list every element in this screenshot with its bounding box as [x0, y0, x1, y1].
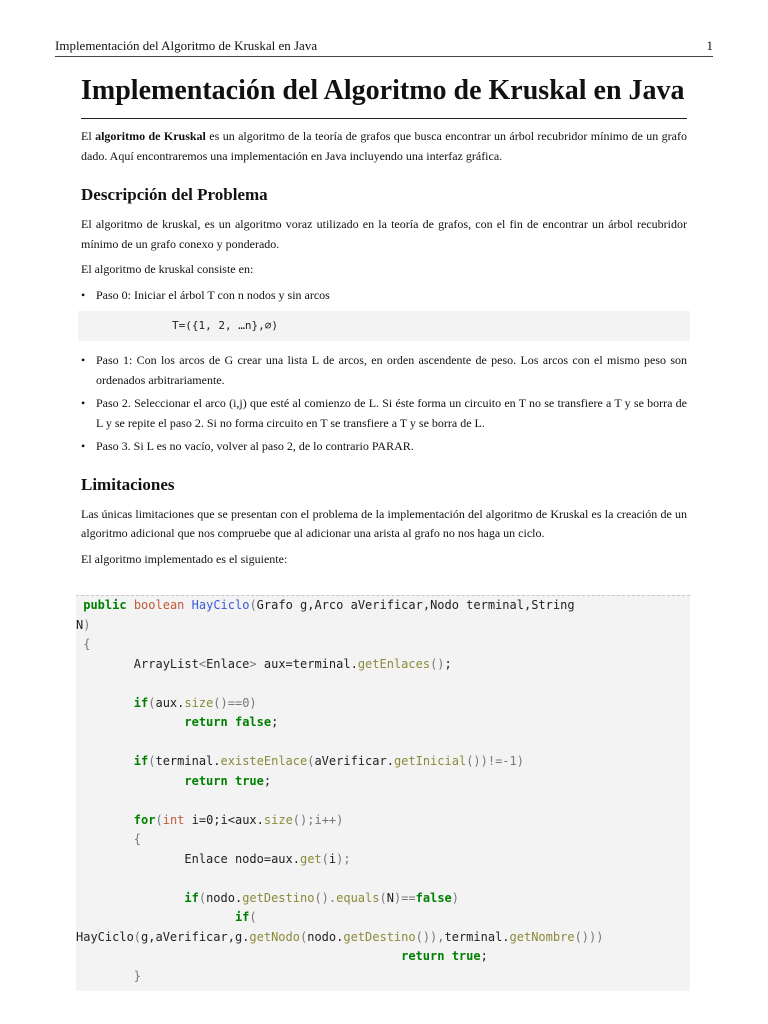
code-token: ();: [292, 812, 315, 827]
code-token: [76, 715, 184, 729]
code-line: [76, 850, 690, 870]
limitations-paragraph-1: Las únicas limitaciones que se presentan con el problema de la implementación del algoritmo de Kruskal es la creación de un algoritmo adicional que nos compruebe que al adicionar una arista al grafo no nos haga un ciclo.: [81, 506, 687, 540]
intro-after: es un algoritmo de la teoría de grafos que busca encontrar un árbol recubridor mínimo de un grafo dado. Aquí encontraremos una implementación en Java incluyendo una interfaz gráfica.: [81, 129, 687, 163]
code-line: [76, 713, 690, 733]
code-token: [184, 598, 191, 612]
code-line: [76, 694, 690, 714]
code-token: );: [336, 851, 351, 866]
code-line: [76, 655, 690, 675]
code-line: [76, 596, 690, 616]
code-token: aux.: [155, 695, 185, 710]
code-token: nodo.: [307, 929, 344, 944]
code-token: [76, 754, 134, 768]
code-block: [76, 595, 690, 991]
code-token: >: [249, 656, 257, 671]
code-token: if: [133, 754, 149, 768]
code-token: (): [430, 656, 445, 671]
code-listing: [76, 596, 690, 986]
code-token: [228, 774, 235, 788]
code-token: return: [401, 949, 445, 963]
code-token: ().: [314, 890, 337, 905]
code-token: (: [249, 910, 257, 924]
code-line: [76, 674, 690, 694]
code-token: getInicial: [393, 754, 467, 768]
code-token: (: [321, 851, 329, 866]
code-token: ;: [480, 949, 488, 963]
problem-paragraph-2: El algoritmo de kruskal consiste en:: [81, 262, 254, 276]
code-token: ()),: [415, 929, 445, 944]
list-item-step-0: • Paso 0: Iniciar el árbol T con n nodos y sin arcos: [81, 286, 687, 306]
code-token: size: [263, 812, 293, 827]
code-token: ;: [271, 715, 279, 729]
code-token: getNombre: [509, 929, 575, 944]
code-token: [76, 774, 184, 788]
code-line: [76, 830, 690, 850]
problem-paragraph-1: El algoritmo de kruskal, es un algoritmo voraz utilizado en la teoría de grafos, con el fin de encontrar un árbol recubridor mínimo de un grafo conexo y ponderado.: [81, 217, 687, 251]
intro-term-link[interactable]: algoritmo de Kruskal: [95, 129, 206, 143]
page-title: Implementación del Algoritmo de Kruskal en Java: [81, 74, 687, 119]
code-token: [76, 969, 134, 983]
code-token: g,aVerificar,g.: [141, 929, 250, 944]
code-token: (: [198, 890, 207, 905]
code-token: ArrayList: [76, 656, 199, 671]
code-token: getEnlaces: [357, 656, 431, 671]
code-token: ())!=-1): [466, 754, 524, 768]
intro-before: El: [81, 129, 96, 143]
code-token: if: [133, 695, 149, 710]
code-token: <: [198, 656, 207, 671]
code-token: ;: [263, 773, 272, 788]
code-token: ;: [444, 656, 452, 671]
code-token: Enlace nodo=aux.: [76, 851, 300, 866]
running-header: [55, 36, 713, 57]
code-token: i: [328, 851, 337, 866]
code-token: [76, 891, 184, 905]
list-item-step-2: • Paso 2. Seleccionar el arco (i,j) que esté al comienzo de L. Si éste forma un circuito en T no se transfiere a T y se borra de L y se repite el paso 2. Si no forma circuito en T se transfiere a T y se borra de L.: [81, 394, 687, 433]
code-token: i++): [314, 812, 344, 827]
code-token: if: [234, 910, 250, 924]
code-line: [76, 791, 690, 811]
code-token: terminal.: [444, 929, 510, 944]
code-token: int: [162, 812, 185, 827]
running-header-title: Implementación del Algoritmo de Kruskal en Java: [55, 38, 318, 53]
code-token: public: [83, 598, 127, 612]
code-token: return: [184, 773, 228, 788]
code-token: nodo.: [206, 890, 243, 905]
code-token: (: [249, 598, 257, 612]
code-token: (: [379, 890, 387, 905]
code-token: for: [133, 812, 156, 827]
code-token: (: [148, 754, 156, 768]
code-token: aVerificar.: [314, 754, 394, 768]
code-line: [76, 908, 690, 928]
code-token: ): [451, 890, 459, 905]
code-token: [444, 949, 451, 963]
code-token: getNodo: [249, 929, 300, 944]
code-token: ): [83, 617, 91, 632]
code-token: [76, 832, 134, 846]
limitations-paragraph-2: El algoritmo implementado es el siguiente:: [81, 551, 288, 566]
code-token: false: [234, 715, 272, 729]
code-token: if: [184, 890, 199, 905]
code-line: [76, 772, 690, 792]
code-token: {: [83, 637, 91, 651]
code-line: [76, 889, 690, 909]
code-token: getDestino: [242, 890, 315, 905]
code-token: }: [133, 968, 142, 983]
code-token: existeEnlace: [220, 754, 308, 768]
code-token: equals: [336, 890, 380, 905]
code-token: Grafo g,Arco aVerificar,Nodo terminal,String: [256, 598, 575, 612]
code-token: getDestino: [343, 929, 416, 944]
code-line: [76, 967, 690, 987]
section-heading-problem: Descripción del Problema: [81, 185, 268, 204]
list-item-step-3: • Paso 3. Si L es no vacío, volver al paso 2, de lo contrario PARAR.: [81, 437, 687, 457]
code-token: (: [133, 929, 142, 944]
code-token: [76, 696, 134, 710]
code-token: {: [133, 832, 142, 846]
code-token: HayCiclo: [76, 929, 134, 944]
code-token: get: [299, 851, 322, 866]
code-token: N: [386, 890, 394, 905]
code-token: (: [155, 812, 163, 827]
code-token: terminal.: [155, 754, 221, 768]
article-body: [81, 74, 687, 569]
code-line: [76, 947, 690, 967]
code-token: [228, 715, 235, 729]
code-token: (: [307, 754, 315, 768]
code-line: [76, 616, 690, 636]
code-line: [76, 869, 690, 889]
code-token: aux=terminal.: [256, 656, 358, 671]
code-token: [76, 910, 235, 924]
code-line: [76, 928, 690, 948]
page-number: 1: [706, 38, 713, 53]
code-token: true: [451, 949, 481, 963]
math-formula-box: T=({1, 2, …n},∅): [78, 311, 690, 341]
code-token: [127, 598, 134, 612]
code-line: [76, 811, 690, 831]
code-token: true: [234, 773, 264, 788]
code-token: i=0;i<aux.: [184, 812, 264, 827]
code-token: [76, 813, 134, 827]
code-token: (: [148, 695, 156, 710]
code-token: ())): [574, 929, 604, 944]
code-line: [76, 752, 690, 772]
code-token: ()==0): [213, 695, 257, 710]
code-token: HayCiclo: [191, 598, 250, 612]
code-token: Enlace: [206, 656, 250, 671]
code-token: (: [299, 929, 308, 944]
list-item-step-1: • Paso 1: Con los arcos de G crear una lista L de arcos, en orden ascendente de peso. Los arcos con el mismo peso son ordenados arbitrariamente.: [81, 351, 687, 390]
code-line: [76, 635, 690, 655]
code-token: size: [184, 695, 214, 710]
code-token: [76, 949, 401, 963]
code-token: )==: [393, 890, 416, 905]
code-token: boolean: [133, 598, 185, 612]
step-list-rest: [81, 351, 687, 457]
code-line: [76, 733, 690, 753]
code-token: false: [415, 890, 452, 905]
step-list-first: [81, 286, 687, 306]
intro-paragraph: [81, 127, 687, 166]
section-heading-limitations: Limitaciones: [81, 474, 175, 494]
code-token: N: [76, 617, 84, 632]
code-token: return: [184, 715, 228, 729]
